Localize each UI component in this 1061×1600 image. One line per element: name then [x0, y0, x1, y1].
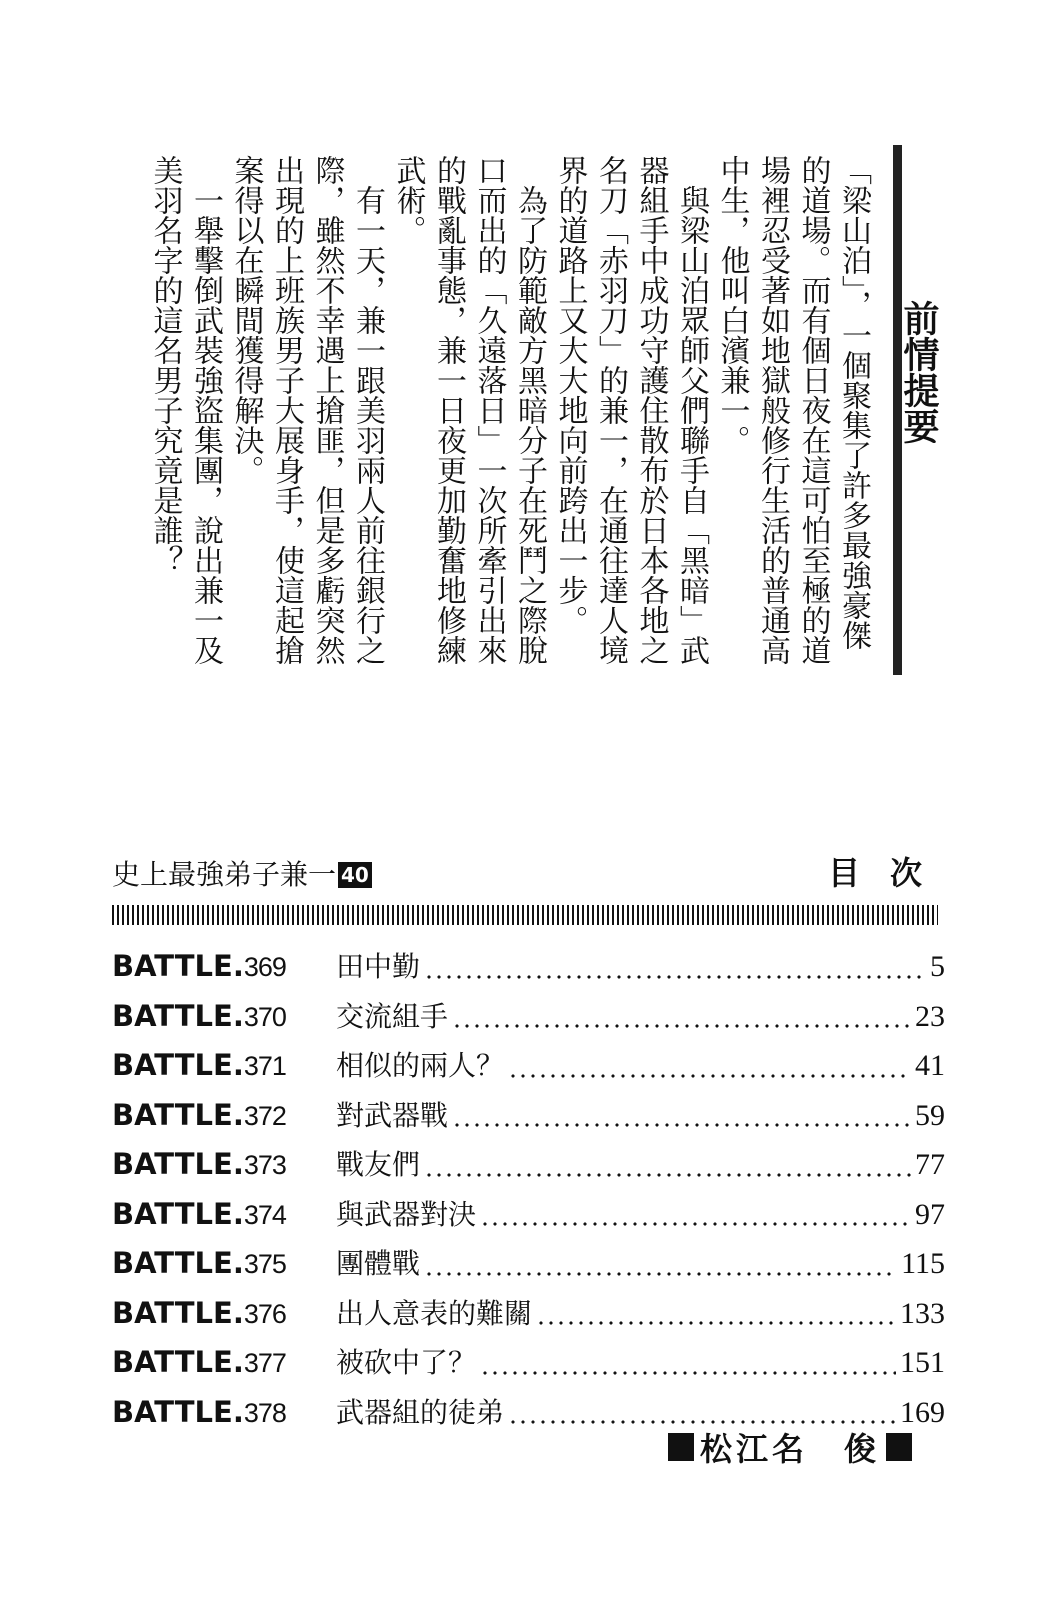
author-name: 松江名 俊	[700, 1430, 881, 1468]
volume-badge: 40	[338, 862, 372, 888]
toc-list	[112, 945, 945, 1440]
toc-chapter-title: 田中勤	[336, 950, 421, 983]
toc-chapter-title: 相似的兩人？	[336, 1049, 505, 1082]
summary-paragraph: 有一天，兼一跟美羽兩人前往銀行之際，雖然不幸遇上搶匪，但是多虧突然出現的上班族男子大展身手，使這起搶案得以在瞬間獲得解決。	[228, 155, 385, 665]
summary-paragraph: 為了防範敵方黑暗分子在死鬥之際脫口而出的「久遠落日」一次所牽引出來的戰亂事態，兼一日夜更加勤奮地修練武術。	[390, 155, 547, 665]
summary-body	[144, 155, 873, 675]
toc-leader-dots	[508, 1074, 911, 1078]
toc-entry[interactable]	[112, 1292, 945, 1342]
toc-page-number: 41	[915, 1049, 945, 1082]
toc-battle-label: BATTLE.376	[112, 1295, 286, 1330]
toc-battle-label: BATTLE.375	[112, 1246, 286, 1280]
toc-chapter-title: 出人意表的難關	[336, 1296, 533, 1330]
toc-leader-dots	[424, 1173, 911, 1177]
toc-leader-dots	[480, 1222, 911, 1226]
toc-page-number: 23	[915, 999, 945, 1033]
toc-entry[interactable]	[112, 1242, 945, 1292]
summary-paragraph: 一舉擊倒武裝強盜集團，說出兼一及美羽名字的這名男子究竟是誰？	[147, 155, 223, 665]
toc-page-number: 169	[900, 1395, 945, 1429]
toc-battle-label: BATTLE.378	[112, 1394, 286, 1429]
summary-paragraph: 與梁山泊眾師父們聯手自「黑暗」武器組手中成功守護住散布於日本各地之名刀「赤羽刀」的兼一，在通往達人境界的道路上又大大地向前跨出一步。	[552, 155, 709, 665]
toc-battle-label: BATTLE.369	[112, 949, 286, 983]
toc-page-number: 5	[930, 950, 945, 983]
toc-chapter-title: 戰友們	[336, 1148, 421, 1181]
toc-page-number: 59	[915, 1098, 945, 1132]
summary-heading: 前情提要	[898, 300, 939, 444]
series-title-text: 史上最強弟子兼一	[112, 858, 337, 891]
author-credit	[668, 1424, 912, 1470]
toc-battle-label: BATTLE.373	[112, 1147, 286, 1181]
toc-entry[interactable]	[112, 995, 945, 1045]
toc-chapter-title: 與武器對決	[336, 1197, 477, 1231]
toc-entry[interactable]	[112, 1193, 945, 1243]
toc-page-number: 97	[915, 1197, 945, 1231]
toc-entry[interactable]	[112, 1341, 945, 1391]
series-title	[112, 858, 372, 892]
toc-leader-dots	[536, 1321, 896, 1325]
toc-battle-label: BATTLE.372	[112, 1097, 286, 1132]
toc-battle-label: BATTLE.371	[112, 1048, 286, 1082]
toc-battle-label: BATTLE.374	[112, 1196, 286, 1231]
toc-battle-label: BATTLE.370	[112, 998, 286, 1033]
black-square-icon	[668, 1433, 694, 1461]
toc-page-number: 77	[915, 1148, 945, 1181]
toc-entry[interactable]	[112, 1044, 945, 1094]
toc-heading: 目次	[828, 854, 953, 892]
toc-leader-dots	[424, 1272, 897, 1276]
toc-divider	[112, 905, 938, 925]
toc-battle-label: BATTLE.377	[112, 1345, 286, 1379]
toc-entry[interactable]	[112, 945, 945, 995]
toc-entry[interactable]	[112, 1143, 945, 1193]
toc-chapter-title: 武器組的徒弟	[336, 1395, 505, 1429]
toc-page-number: 115	[901, 1247, 945, 1280]
summary-paragraph: 「梁山泊」，一個聚集了許多最強豪傑的道場。而有個日夜在這可怕至極的道場裡忍受著如地獄般修行生活的普通高中生，他叫白濱兼一。	[714, 155, 871, 665]
toc-page-number: 151	[900, 1346, 945, 1379]
toc-chapter-title: 對武器戰	[336, 1098, 449, 1132]
toc-chapter-title: 團體戰	[336, 1247, 421, 1280]
toc-leader-dots	[452, 1024, 911, 1028]
toc-leader-dots	[424, 975, 926, 979]
toc-page-number: 133	[900, 1296, 945, 1330]
toc-leader-dots	[480, 1371, 896, 1375]
toc-chapter-title: 被砍中了？	[336, 1346, 477, 1379]
toc-chapter-title: 交流組手	[336, 999, 449, 1033]
toc-leader-dots	[452, 1123, 911, 1127]
black-square-icon	[886, 1433, 912, 1461]
toc-entry[interactable]	[112, 1094, 945, 1144]
